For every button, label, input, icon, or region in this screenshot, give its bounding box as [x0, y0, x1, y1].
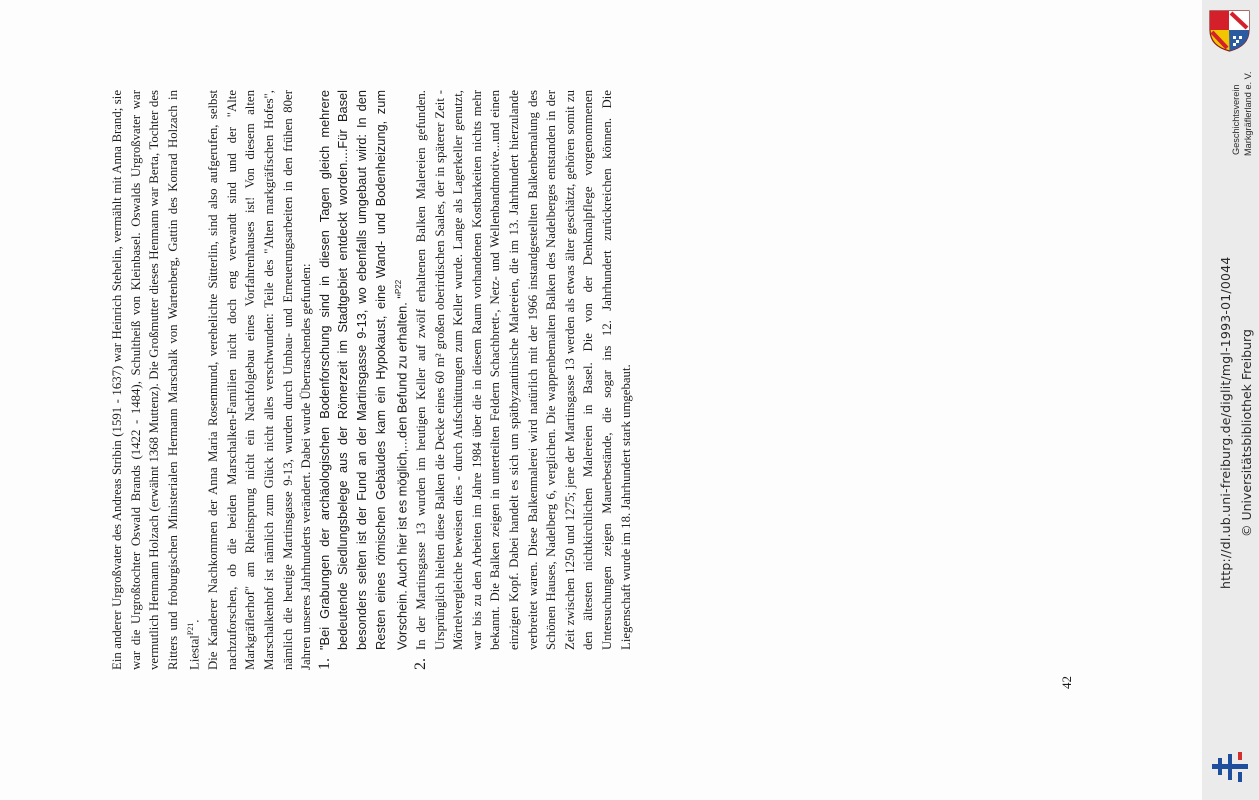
ub-freiburg-logo-icon: [1210, 752, 1250, 782]
footnote-ref: P21: [186, 622, 196, 636]
list-item-1-text: [316, 90, 412, 650]
paragraph-ancestry: Ein anderer Urgroßvater des Andreas Stribin (1591 - 1637) war Heinrich Stehelin, vermählt mit Anna Brand; sie war die Urgroßtochter Oswald Brands (1422 - 1484), Schultheiß von Kleinbasel. Oswalds Urgroßvater war vermutlich Henmann Holzach (erwähnt 1368 Muttenz). Die Großmutter dieses Henmann war Berta, Tochter des Ritters und froburgischen Ministerialen Hermann Marschalk von Wartenberg, Gattin des Konrad Holzach in Liestal$^{P21}$.: [110, 90, 202, 670]
page-number: 42: [1059, 676, 1074, 689]
copyright-notice: © Universitätsbibliothek Freiburg: [1239, 329, 1254, 537]
coat-of-arms-icon: [1207, 8, 1252, 53]
paragraph-ancestry-text: Ein anderer Urgroßvater des Andreas Stribin (1591 - 1637) war Heinrich Stehelin, vermählt mit Anna Brand; sie war die Urgroßtochter Oswald Brands (1422 - 1484), Schultheiß von Kleinbasel. Oswalds Urgroßvater war vermutlich Henmann Holzach (erwähnt 1368 Muttenz). Die Großmutter dieses Henmann war Berta, Tochter des Ritters und froburgischen Ministerialen Hermann Marschalk von Wartenberg, Gattin des Konrad Holzach in Liestal: [110, 90, 202, 670]
list-number: 1.: [315, 658, 333, 670]
society-name-line-1: Geschichtsverein: [1231, 84, 1241, 155]
list-number: 2.: [412, 658, 430, 670]
society-name-line-2: Markgräflerland e. V.: [1243, 71, 1253, 156]
quote-text: "Bei Grabungen der archäologischen Bodenforschung sind in diesen Tagen gleich mehrere bedeutende Siedlungsbelege aus der Römerzeit im Stadtgebiet entdeckt worden....Für Basel besonders selten ist der Fund an der Martinsgasse 9-13, wo ebenfalls umgebaut wird: In den Resten eines römischen Gebäudes kam ein Hypokaust, eine Wand- und Bodenheizung, zum Vorschein. Auch hier ist es möglich,...den Befund zu erhalten. ": [316, 90, 410, 650]
permalink-url[interactable]: http://dl.ub.uni-freiburg.de/diglit/mgl-1993-01/0044: [1218, 256, 1233, 589]
page-text-block: [108, 90, 728, 670]
footnote-ref: P22: [394, 279, 404, 295]
list-item-2: [412, 90, 635, 670]
list-item-1: [316, 90, 412, 670]
paragraph-descendants: Die Kanderer Nachkommen der Anna Maria Rosenmund, verehelichte Sütterlin, sind also aufgerufen, selbst nachzuforschen, ob die beiden Marschalken-Familien nicht doch eng verwandt sind und der "Alte Markgräflerhof" am Rheinsprung nicht ein Nachfolgebau eines Vorfahrenhauses ist! Von diesem alten Marschalkenhof ist nämlich zum Glück nicht alles verschwunden: Teile des "Alten markgräfischen Hofes", nämlich die heutige Martinsgasse 9-13, wurden durch Umbau- und Erneuerungsarbeiten in den frühen 80er Jahren unseres Jahrhunderts verändert. Dabei wurde Überraschendes gefunden:: [206, 90, 314, 670]
list-item-2-text: In der Martinsgasse 13 wurden im heutigen Keller auf zwölf erhaltenen Balken Malereien gefunden. Ursprünglich hielten diese Balken die Decke eines 60 m² großen oberirdischen Saales, der in späterer Zeit - Mörtelvergleiche beweisen dies - durch Aufschüttungen zum Keller wurde. Lange als Lagerkeller genutzt, war bis zu den Arbeiten im Jahre 1984 über die in diesem Raum vorhandenen Kostbarkeiten nichts mehr bekannt. Die Balken zeigen in unterteilten Feldern Schachbrett-, Netz- und Wellenbandmotive...und einen einzigen Kopf. Dabei handelt es sich um spätbyzantinische Malereien, die im 13. Jahrhundert hierzulande verbreitet waren. Diese Balkenmalerei wird natürlich mit der 1966 instandgestellten Balkenbemalung des Schönen Hauses, Nadelberg 6, verglichen. Die wappenbemalten Balken des Nadelberges entstanden in der Zeit zwischen 1250 und 1275; jene der Martinsgasse 13 werden als etwas älter geschätzt, gehören somit zu den ältesten nichtkirchlichen Malereien in Basel. Die von der Denkmalpflege vorgenommenen Untersuchungen zeigen Mauerbestände, die sogar ins 12. Jahrhundert zurückreichen können. Die Liegenschaft wurde im 18. Jahrhundert stark umgebaut.: [414, 90, 633, 650]
